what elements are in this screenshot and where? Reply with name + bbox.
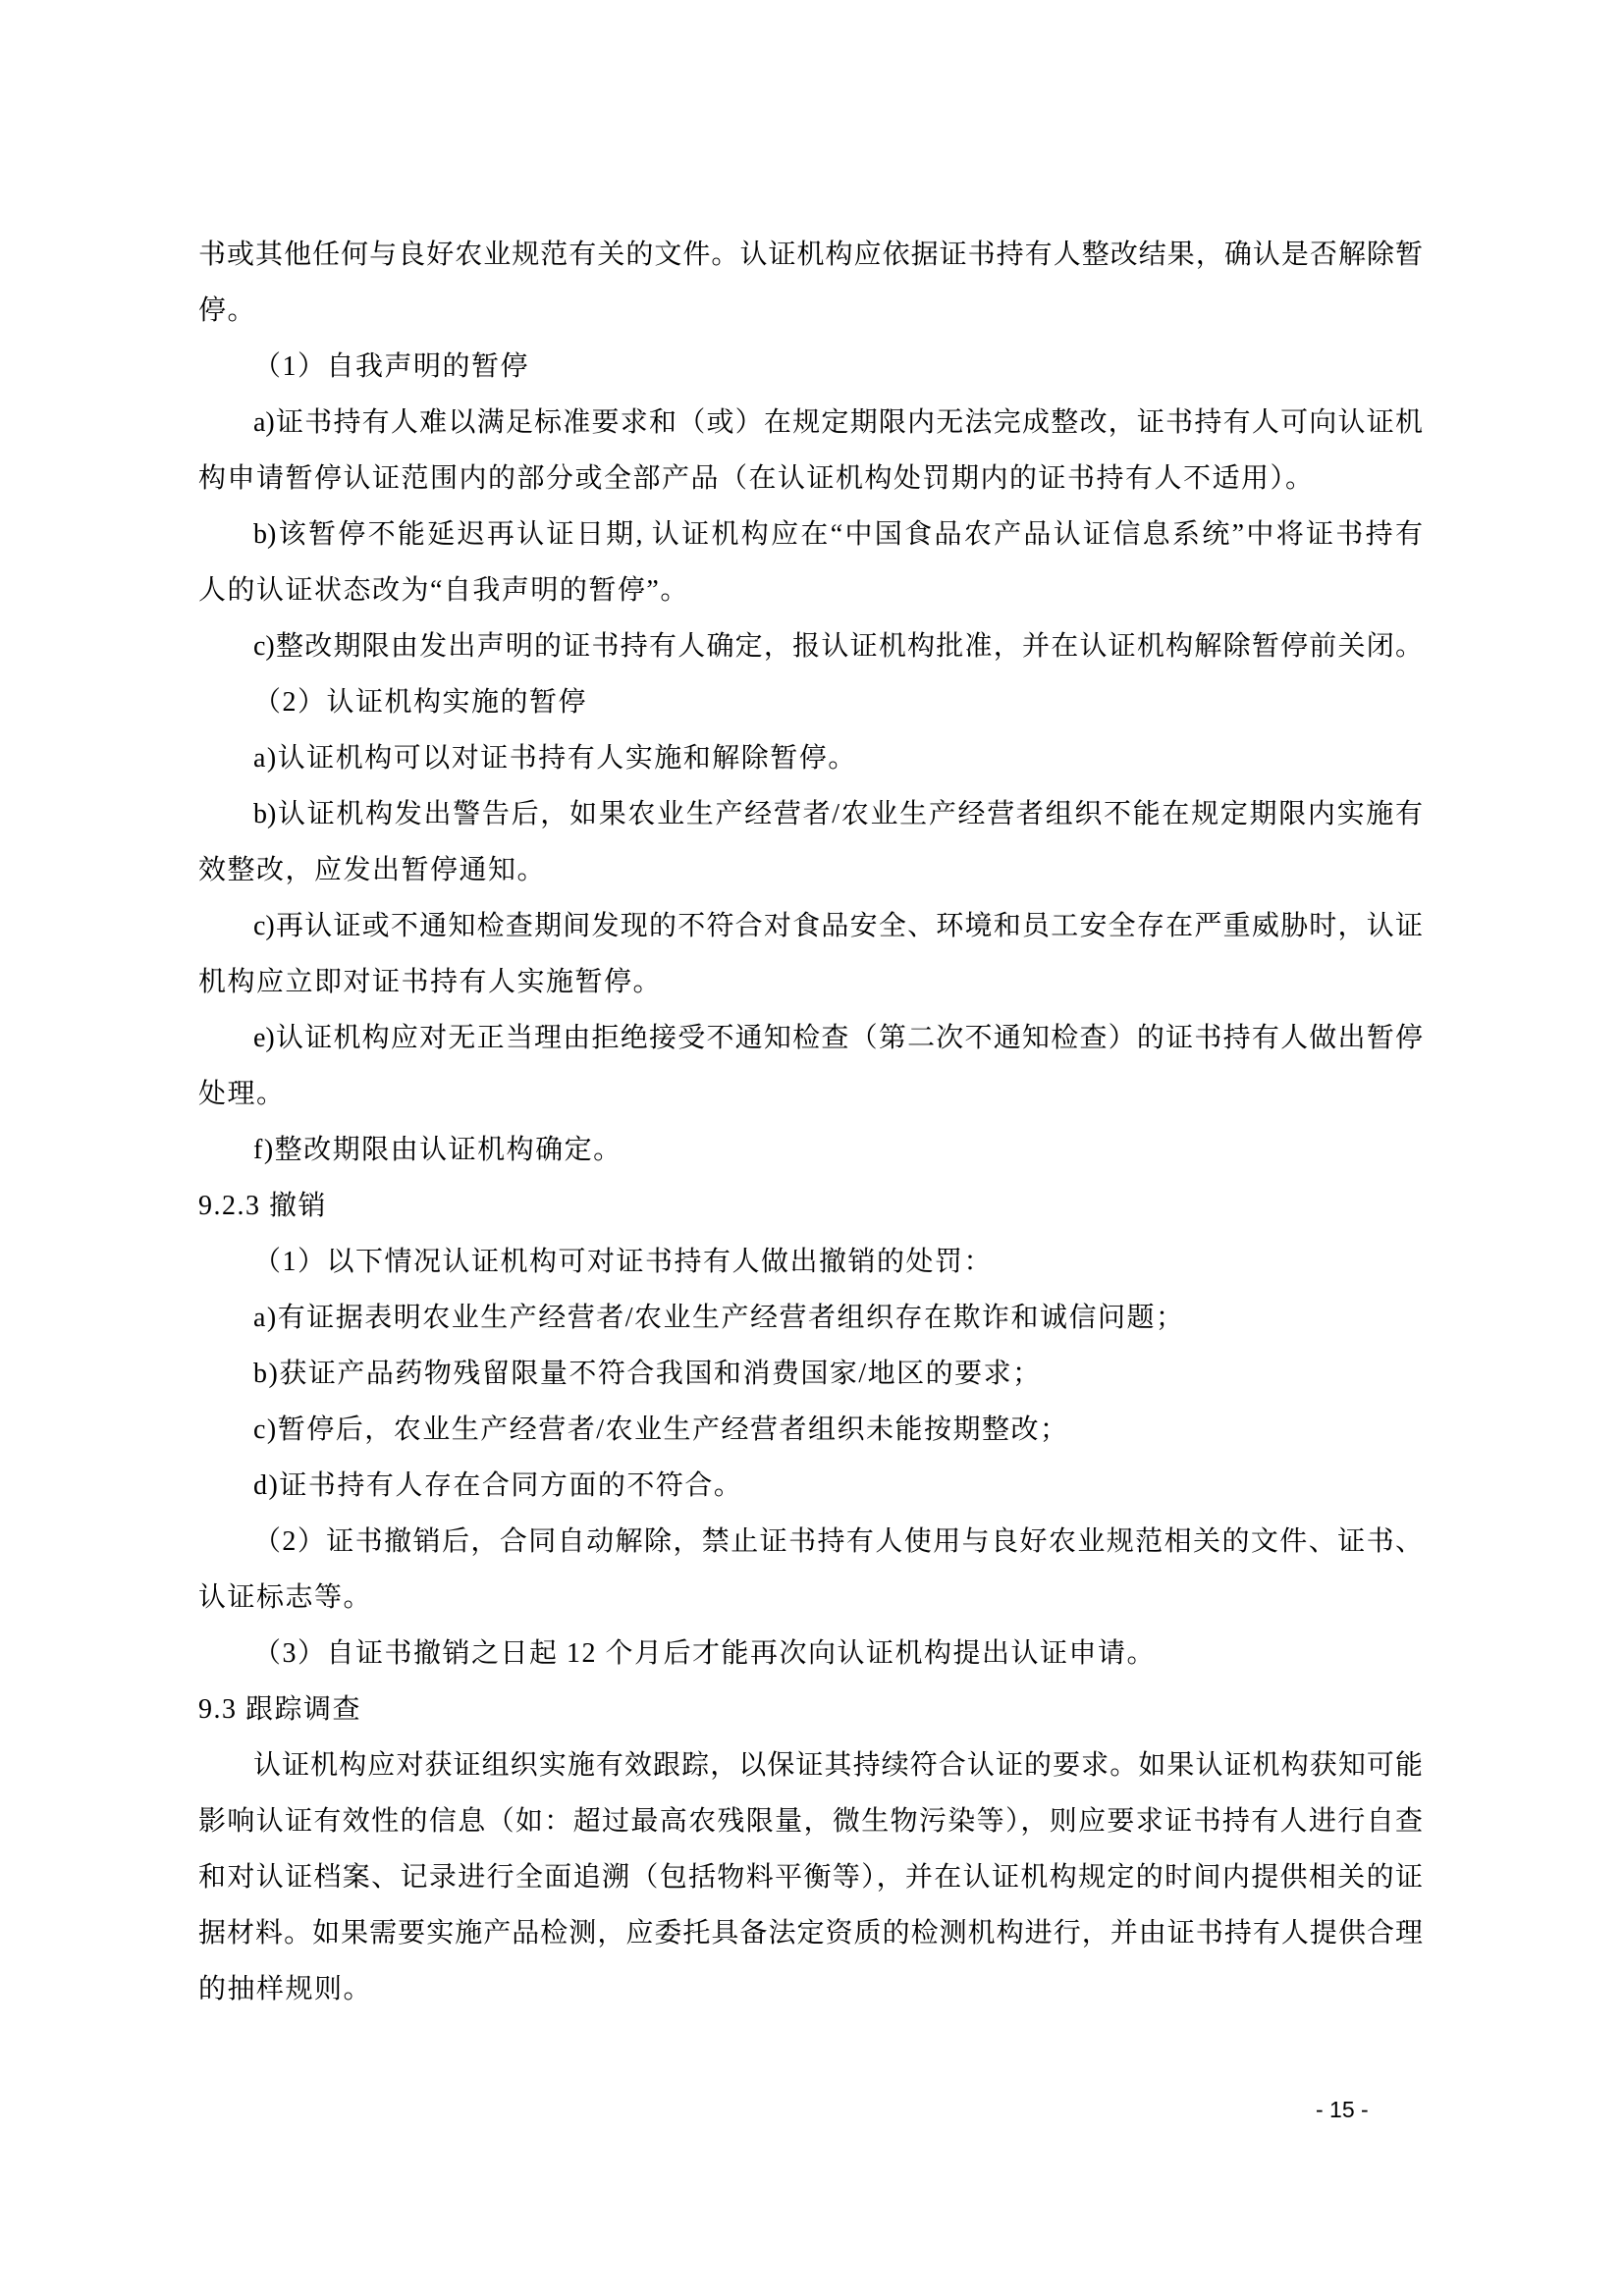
text-line: （2）证书撤销后，合同自动解除，禁止证书持有人使用与良好农业规范相关的文件、证书、 — [253, 1526, 1423, 1557]
text-line: 效整改，应发出暂停通知。 — [198, 855, 547, 885]
text-line: a)认证机构可以对证书持有人实施和解除暂停。 — [253, 743, 857, 774]
text-line: 停。 — [198, 295, 257, 326]
text-line: 的抽样规则。 — [198, 1974, 373, 2004]
text-line: a)证书持有人难以满足标准要求和（或）在规定期限内无法完成整改，证书持有人可向认证机 — [253, 407, 1423, 438]
text-line: a)有证据表明农业生产经营者/农业生产经营者组织存在欺诈和诚信问题； — [253, 1303, 1185, 1333]
text-line: （2）认证机构实施的暂停 — [253, 687, 588, 718]
text-line: 机构应立即对证书持有人实施暂停。 — [198, 967, 663, 997]
section-heading-9-2-3: 9.2.3 撤销 — [198, 1191, 328, 1221]
text-line: （1）自我声明的暂停 — [253, 351, 530, 382]
text-line: （3）自证书撤销之日起 12 个月后才能再次向认证机构提出认证申请。 — [253, 1638, 1157, 1669]
text-line: 构申请暂停认证范围内的部分或全部产品（在认证机构处罚期内的证书持有人不适用）。 — [198, 463, 1315, 494]
text-line: f)整改期限由认证机构确定。 — [253, 1135, 623, 1165]
text-line: 和对认证档案、记录进行全面追溯（包括物料平衡等），并在认证机构规定的时间内提供相关的证 — [198, 1862, 1423, 1893]
text-line: 书或其他任何与良好农业规范有关的文件。认证机构应依据证书持有人整改结果，确认是否解除暂 — [198, 240, 1423, 270]
text-line: 处理。 — [198, 1079, 286, 1109]
text-line: b)该暂停不能延迟再认证日期, 认证机构应在“中国食品农产品认证信息系统”中将证书持有 — [253, 519, 1423, 550]
section-heading-9-3: 9.3 跟踪调查 — [198, 1694, 362, 1725]
text-line: 认证机构应对获证组织实施有效跟踪，以保证其持续符合认证的要求。如果认证机构获知可能 — [253, 1750, 1423, 1781]
text-line: 影响认证有效性的信息（如：超过最高农残限量，微生物污染等），则应要求证书持有人进行自查 — [198, 1806, 1423, 1837]
page-number: - 15 - — [1316, 2097, 1369, 2122]
document-body — [198, 227, 1423, 2017]
text-line: 认证标志等。 — [198, 1582, 373, 1613]
text-line: b)获证产品药物残留限量不符合我国和消费国家/地区的要求； — [253, 1359, 1042, 1389]
text-line: c)整改期限由发出声明的证书持有人确定，报认证机构批准，并在认证机构解除暂停前关闭。 — [253, 631, 1423, 662]
text-line: e)认证机构应对无正当理由拒绝接受不通知检查（第二次不通知检查）的证书持有人做出暂停 — [253, 1023, 1423, 1053]
text-line: c)暂停后，农业生产经营者/农业生产经营者组织未能按期整改； — [253, 1415, 1069, 1445]
text-line: b)认证机构发出警告后，如果农业生产经营者/农业生产经营者组织不能在规定期限内实施有 — [253, 799, 1423, 829]
text-line: 人的认证状态改为“自我声明的暂停”。 — [198, 575, 689, 606]
text-line: （1）以下情况认证机构可对证书持有人做出撤销的处罚： — [253, 1247, 994, 1277]
text-line: d)证书持有人存在合同方面的不符合。 — [253, 1470, 743, 1501]
text-line: c)再认证或不通知检查期间发现的不符合对食品安全、环境和员工安全存在严重威胁时，认证 — [253, 911, 1423, 941]
text-line: 据材料。如果需要实施产品检测，应委托具备法定资质的检测机构进行，并由证书持有人提供合理 — [198, 1918, 1423, 1949]
